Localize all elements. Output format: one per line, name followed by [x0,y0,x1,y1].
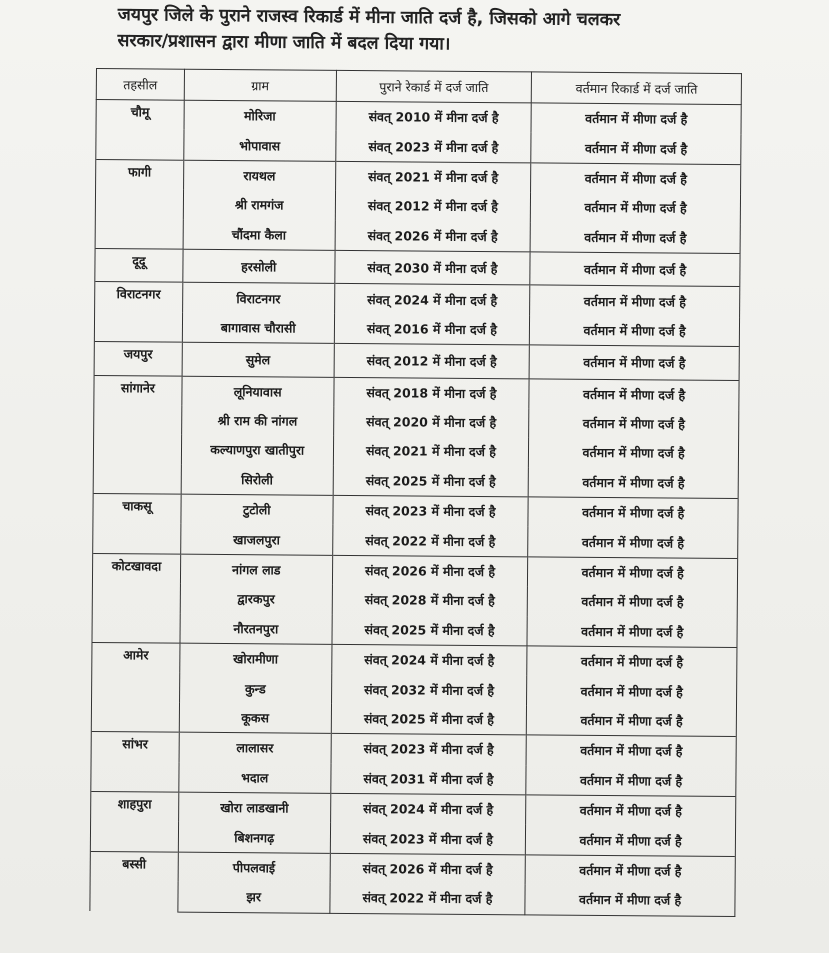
village-cell: रायथल [183,160,335,191]
old-record-cell: संवत् 2018 में मीना दर्ज है [333,377,529,408]
old-record-cell: संवत् 2030 में मीना दर्ज है [334,250,530,285]
old-record-cell: संवत् 2025 में मीना दर्ज है [333,466,529,497]
current-record-cell: वर्तमान में मीणा दर्ज है [531,193,741,224]
village-cell: खाजलपुरा [181,524,333,555]
old-record-cell: संवत् 2022 में मीना दर्ज है [329,883,525,914]
current-record-cell: वर्तमान में मीणा दर्ज है [531,103,741,135]
header-current-record: वर्तमान रिकार्ड में दर्ज जाति [532,72,742,105]
current-record-cell: वर्तमान में मीणा दर्ज है [526,795,736,827]
old-record-cell: संवत् 2023 में मीना दर्ज है [333,495,529,526]
village-cell: चौंदमा कैला [183,219,335,250]
current-record-cell: वर्तमान में मीणा दर्ज है [528,587,738,618]
old-record-cell: संवत् 2023 में मीना दर्ज है [330,823,526,854]
current-record-cell: वर्तमान में मीणा दर्ज है [528,527,738,559]
current-record-cell: वर्तमान में मीणा दर्ज है [530,252,740,287]
village-cell: नांगल लाड [180,554,332,585]
current-record-cell: वर्तमान में मीणा दर्ज है [531,163,741,195]
current-record-cell: वर्तमान में मीणा दर्ज है [529,378,739,410]
village-cell: खोरामीणा [180,643,332,674]
current-record-cell: वर्तमान में मीणा दर्ज है [529,467,739,499]
tehsil-cell: सांभर [91,732,179,792]
current-record-cell: वर्तमान में मीणा दर्ज है [526,825,736,857]
table-body [90,100,741,917]
old-record-cell: संवत् 2012 में मीना दर्ज है [334,344,530,379]
old-record-cell: संवत् 2022 में मीना दर्ज है [332,525,528,556]
village-cell: विराटनगर [182,283,334,314]
old-record-cell: संवत् 2024 में मीना दर्ज है [331,644,527,675]
table-row [95,248,740,286]
village-cell: हरसोली [183,249,335,284]
header-tehsil: तहसील [96,69,184,101]
old-record-cell: संवत् 2021 में मीना दर्ज है [333,436,529,467]
current-record-cell: वर्तमान में मीणा दर्ज है [529,408,739,439]
current-record-cell: वर्तमान में मीणा दर्ज है [529,345,739,380]
village-cell: झर [178,882,330,913]
old-record-cell: संवत् 2023 में मीना दर्ज है [331,734,527,765]
village-cell: टुटोली [181,494,333,525]
village-cell: सुमेल [182,342,334,377]
heading-line-1: जयपुर जिले के पुराने राजस्व रिकार्ड में मीना जाति दर्ज है, जिसको आगे चलकर [117,4,621,31]
current-record-cell: वर्तमान में मीणा दर्ज है [525,885,735,917]
tehsil-cell: जयपुर [94,342,182,376]
village-cell: भदाल [179,762,331,793]
village-cell: भोपावास [184,130,336,161]
tehsil-cell: कोटखावदा [92,553,181,643]
document-heading [117,2,778,61]
table-row [90,881,735,916]
village-cell: पीपलवाई [178,852,330,883]
old-record-cell: संवत् 2023 में मीना दर्ज है [335,131,531,162]
table-row [94,342,739,380]
village-cell: कुन्ड [179,673,331,704]
table-header [96,69,741,105]
tehsil-cell: आमेर [91,643,180,733]
old-record-cell: संवत् 2025 में मीना दर्ज है [331,704,527,735]
tehsil-cell: विराटनगर [94,282,182,342]
old-record-cell: संवत् 2032 में मीना दर्ज है [331,674,527,705]
old-record-cell: संवत् 2026 में मीना दर्ज है [332,555,528,586]
tehsil-cell: चाकसू [93,494,181,554]
current-record-cell: वर्तमान में मीणा दर्ज है [527,616,737,648]
current-record-cell: वर्तमान में मीणा दर्ज है [527,676,737,707]
village-cell: बागावास चौरासी [182,312,334,343]
old-record-cell: संवत् 2010 में मीना दर्ज है [336,101,532,132]
header-row [96,69,741,105]
current-record-cell: वर्तमान में मीणा दर्ज है [527,646,737,678]
current-record-cell: वर्तमान में मीणा दर्ज है [528,497,738,529]
current-record-cell: वर्तमान में मीणा दर्ज है [527,705,737,737]
village-cell: मोरिजा [184,100,336,131]
old-record-cell: संवत् 2026 में मीना दर्ज है [330,853,526,884]
header-village: ग्राम [184,69,336,101]
village-cell: खोरा लाडखानी [178,792,330,823]
current-record-cell: वर्तमान में मीणा दर्ज है [526,735,736,767]
current-record-cell: वर्तमान में मीणा दर्ज है [531,133,741,165]
village-cell: सिरोली [181,464,333,495]
old-record-cell: संवत् 2026 में मीना दर्ज है [335,220,531,251]
current-record-cell: वर्तमान में मीणा दर्ज है [530,315,740,347]
village-cell: श्री राम की नांगल [181,406,333,437]
tehsil-cell: फागी [95,159,184,249]
old-record-cell: संवत् 2012 में मीना दर्ज है [335,191,531,222]
tehsil-cell: दूदू [95,248,183,282]
village-cell: द्वारकपुर [180,584,332,615]
tehsil-cell: सांगानेर [93,375,182,494]
tehsil-cell: शाहपुरा [90,791,178,851]
old-record-cell: संवत् 2021 में मीना दर्ज है [335,161,531,192]
current-record-cell: वर्तमान में मीणा दर्ज है [526,765,736,797]
old-record-cell: संवत् 2031 में मीना दर्ज है [330,763,526,794]
current-record-cell: वर्तमान में मीणा दर्ज है [529,438,739,469]
village-cell: कूकस [179,702,331,733]
old-record-cell: संवत् 2025 में मीना दर्ज है [332,615,528,646]
record-table-wrapper [89,68,742,917]
village-cell: बिशनगढ़ [178,822,330,853]
old-record-cell: संवत् 2024 में मीना दर्ज है [334,284,530,315]
old-record-cell: संवत् 2020 में मीना दर्ज है [333,407,529,438]
village-cell: लालासर [179,732,331,763]
tehsil-cell: बस्सी [90,851,178,911]
current-record-cell: वर्तमान में मीणा दर्ज है [530,285,740,317]
current-record-cell: वर्तमान में मीणा दर्ज है [530,222,740,254]
village-cell: श्री रामगंज [183,190,335,221]
village-cell: कल्याणपुरा खातीपुरा [181,435,333,466]
old-record-cell: संवत् 2024 में मीना दर्ज है [330,793,526,824]
old-record-cell: संवत् 2028 में मीना दर्ज है [332,585,528,616]
village-cell: लूनियावास [182,376,334,407]
caste-record-table [89,68,742,917]
tehsil-cell: चौमू [96,100,184,160]
old-record-cell: संवत् 2016 में मीना दर्ज है [334,314,530,345]
current-record-cell: वर्तमान में मीणा दर्ज है [528,557,738,589]
current-record-cell: वर्तमान में मीणा दर्ज है [525,855,735,887]
heading-line-2: सरकार/प्रशासन द्वारा मीणा जाति में बदल दिया गया। [117,30,451,55]
village-cell: नौरतनपुरा [180,613,332,644]
header-old-record: पुराने रेकार्ड में दर्ज जाति [336,70,532,103]
